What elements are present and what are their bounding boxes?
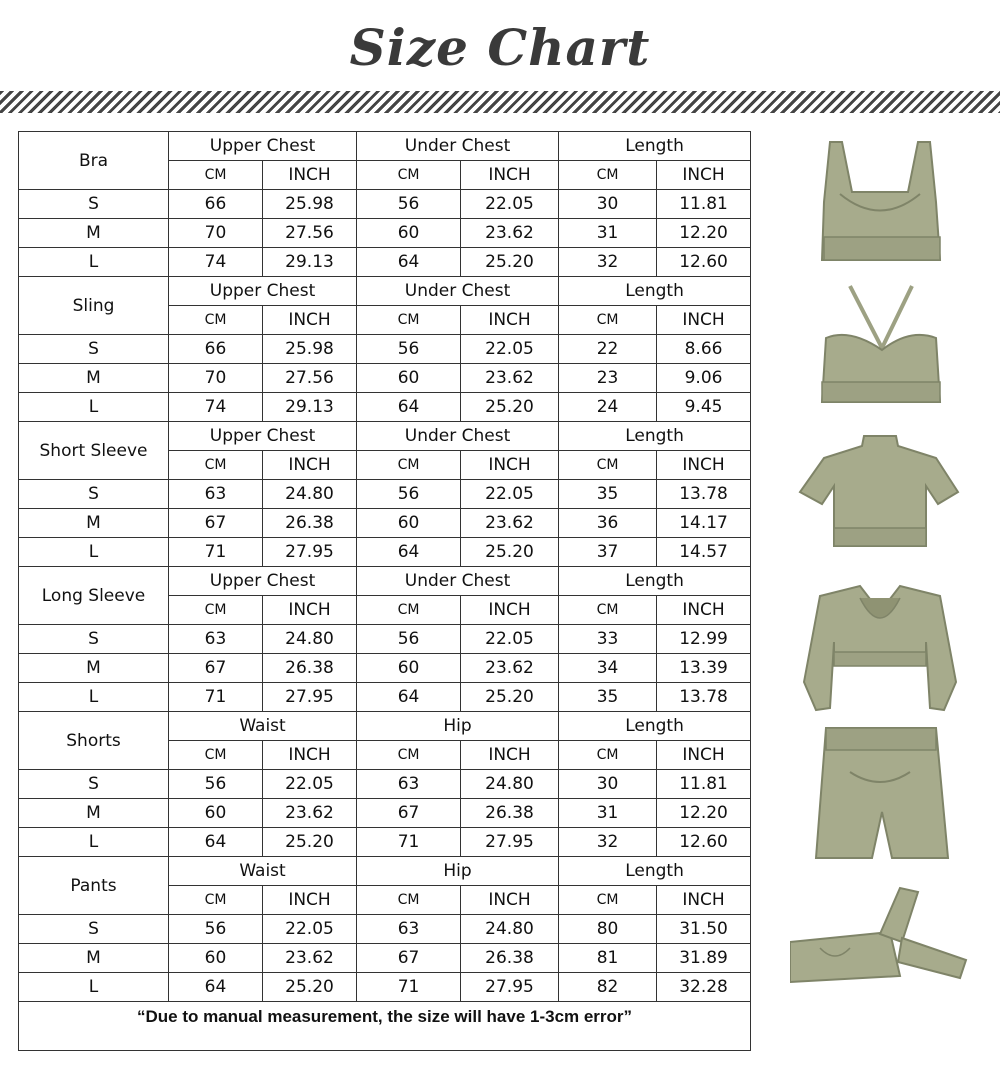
size-row [19,219,751,248]
measurement-value: 32.28 [657,973,751,1002]
unit-cm-label: CM [357,886,461,915]
measurement-value: 74 [169,248,263,277]
measurement-value: 14.57 [657,538,751,567]
measurement-value: 71 [357,828,461,857]
size-label: L [19,538,169,567]
size-label: L [19,248,169,277]
size-label: S [19,770,169,799]
unit-inch-label: INCH [461,741,559,770]
size-row [19,335,751,364]
size-label: M [19,219,169,248]
measurement-group-label: Waist [169,712,357,741]
size-row [19,683,751,712]
measurement-value: 25.20 [461,393,559,422]
measurement-value: 56 [169,915,263,944]
size-row [19,509,751,538]
measurement-group-label: Length [559,857,751,886]
unit-inch-label: INCH [461,451,559,480]
measurement-value: 25.20 [461,683,559,712]
size-row [19,770,751,799]
shorts-photo [790,722,970,867]
measurement-value: 9.06 [657,364,751,393]
unit-cm-label: CM [559,451,657,480]
size-label: S [19,915,169,944]
measurement-value: 26.38 [461,944,559,973]
measurement-value: 71 [169,538,263,567]
measurement-value: 31 [559,219,657,248]
product-header-row [19,567,751,596]
measurement-value: 26.38 [263,654,357,683]
measurement-value: 66 [169,190,263,219]
measurement-value: 60 [357,364,461,393]
measurement-value: 12.60 [657,248,751,277]
measurement-value: 22.05 [263,915,357,944]
measurement-value: 22.05 [461,190,559,219]
measurement-group-label: Length [559,132,751,161]
measurement-value: 30 [559,190,657,219]
unit-cm-label: CM [559,161,657,190]
size-row [19,364,751,393]
measurement-value: 70 [169,219,263,248]
measurement-value: 29.13 [263,393,357,422]
measurement-group-label: Hip [357,857,559,886]
unit-inch-label: INCH [263,741,357,770]
unit-cm-label: CM [169,886,263,915]
measurement-value: 67 [357,799,461,828]
measurement-value: 34 [559,654,657,683]
measurement-value: 12.60 [657,828,751,857]
measurement-value: 25.20 [461,538,559,567]
measurement-group-label: Upper Chest [169,422,357,451]
measurement-value: 82 [559,973,657,1002]
measurement-value: 27.95 [461,973,559,1002]
product-header-row [19,712,751,741]
measurement-value: 12.20 [657,219,751,248]
measurement-value: 64 [357,393,461,422]
size-row [19,480,751,509]
size-label: M [19,944,169,973]
size-row [19,625,751,654]
size-row [19,799,751,828]
measurement-value: 64 [357,683,461,712]
measurement-value: 64 [169,828,263,857]
measurement-group-label: Length [559,567,751,596]
measurement-group-label: Length [559,422,751,451]
unit-cm-label: CM [169,451,263,480]
product-header-row [19,277,751,306]
size-row [19,915,751,944]
measurement-value: 33 [559,625,657,654]
unit-inch-label: INCH [657,596,751,625]
measurement-value: 24.80 [461,915,559,944]
measurement-value: 11.81 [657,770,751,799]
measurement-value: 32 [559,248,657,277]
measurement-value: 35 [559,683,657,712]
size-row [19,190,751,219]
measurement-value: 26.38 [461,799,559,828]
unit-cm-label: CM [169,306,263,335]
measurement-value: 23.62 [461,654,559,683]
measurement-value: 63 [169,625,263,654]
size-label: L [19,393,169,422]
measurement-value: 27.95 [461,828,559,857]
measurement-value: 8.66 [657,335,751,364]
measurement-value: 9.45 [657,393,751,422]
measurement-value: 74 [169,393,263,422]
unit-inch-label: INCH [263,596,357,625]
bra-photo [790,132,970,267]
measurement-value: 13.78 [657,480,751,509]
measurement-value: 23.62 [263,799,357,828]
measurement-value: 67 [357,944,461,973]
product-name: Sling [19,277,169,335]
measurement-group-label: Under Chest [357,567,559,596]
measurement-value: 23.62 [461,219,559,248]
size-label: M [19,799,169,828]
measurement-value: 24.80 [461,770,559,799]
measurement-value: 12.20 [657,799,751,828]
measurement-value: 63 [169,480,263,509]
measurement-value: 25.98 [263,335,357,364]
long-sleeve-photo [790,572,970,717]
measurement-group-label: Waist [169,857,357,886]
size-label: L [19,973,169,1002]
measurement-value: 22.05 [461,625,559,654]
measurement-value: 13.78 [657,683,751,712]
measurement-value: 24 [559,393,657,422]
measurement-note: “Due to manual measurement, the size will have 1-3cm error” [19,1002,751,1051]
unit-cm-label: CM [357,741,461,770]
size-row [19,393,751,422]
measurement-group-label: Under Chest [357,277,559,306]
measurement-group-label: Upper Chest [169,567,357,596]
unit-inch-label: INCH [657,306,751,335]
unit-inch-label: INCH [263,161,357,190]
unit-inch-label: INCH [461,306,559,335]
unit-inch-label: INCH [461,596,559,625]
measurement-value: 71 [357,973,461,1002]
size-chart-table [18,131,751,1051]
product-name: Long Sleeve [19,567,169,625]
unit-inch-label: INCH [263,451,357,480]
measurement-value: 31.89 [657,944,751,973]
measurement-value: 23 [559,364,657,393]
unit-cm-label: CM [169,596,263,625]
measurement-value: 22.05 [461,335,559,364]
unit-inch-label: INCH [657,161,751,190]
measurement-value: 56 [357,480,461,509]
size-row [19,973,751,1002]
measurement-value: 23.62 [461,364,559,393]
size-row [19,248,751,277]
product-header-row [19,422,751,451]
unit-inch-label: INCH [657,451,751,480]
size-label: L [19,683,169,712]
measurement-value: 80 [559,915,657,944]
measurement-value: 67 [169,509,263,538]
measurement-value: 23.62 [461,509,559,538]
measurement-value: 31 [559,799,657,828]
size-label: M [19,509,169,538]
measurement-group-label: Under Chest [357,132,559,161]
measurement-value: 60 [169,944,263,973]
measurement-group-label: Under Chest [357,422,559,451]
measurement-group-label: Length [559,277,751,306]
sling-photo [790,278,970,413]
measurement-value: 25.20 [263,828,357,857]
measurement-value: 27.95 [263,538,357,567]
measurement-value: 25.20 [461,248,559,277]
size-row [19,654,751,683]
measurement-group-label: Upper Chest [169,277,357,306]
measurement-value: 25.98 [263,190,357,219]
measurement-value: 32 [559,828,657,857]
size-row [19,828,751,857]
size-label: M [19,364,169,393]
size-row [19,538,751,567]
measurement-group-label: Hip [357,712,559,741]
size-label: S [19,190,169,219]
measurement-value: 35 [559,480,657,509]
measurement-value: 63 [357,915,461,944]
unit-inch-label: INCH [461,886,559,915]
measurement-value: 71 [169,683,263,712]
size-label: S [19,625,169,654]
measurement-value: 81 [559,944,657,973]
measurement-value: 37 [559,538,657,567]
measurement-value: 63 [357,770,461,799]
unit-cm-label: CM [357,596,461,625]
measurement-value: 60 [357,654,461,683]
unit-cm-label: CM [357,306,461,335]
unit-inch-label: INCH [657,886,751,915]
measurement-group-label: Upper Chest [169,132,357,161]
measurement-value: 60 [169,799,263,828]
product-name: Bra [19,132,169,190]
measurement-value: 67 [169,654,263,683]
measurement-value: 23.62 [263,944,357,973]
measurement-group-label: Length [559,712,751,741]
measurement-value: 22 [559,335,657,364]
product-name: Pants [19,857,169,915]
pants-photo [790,882,970,992]
measurement-value: 26.38 [263,509,357,538]
unit-cm-label: CM [559,741,657,770]
measurement-value: 60 [357,219,461,248]
measurement-value: 14.17 [657,509,751,538]
measurement-value: 11.81 [657,190,751,219]
measurement-value: 25.20 [263,973,357,1002]
measurement-value: 31.50 [657,915,751,944]
measurement-value: 56 [357,190,461,219]
measurement-value: 22.05 [263,770,357,799]
measurement-value: 64 [357,248,461,277]
page-title: Size Chart [349,18,651,77]
measurement-value: 36 [559,509,657,538]
measurement-value: 66 [169,335,263,364]
striped-divider [0,91,1000,113]
unit-cm-label: CM [357,161,461,190]
measurement-value: 56 [357,335,461,364]
measurement-value: 27.56 [263,219,357,248]
size-label: L [19,828,169,857]
short-sleeve-photo [790,428,970,553]
measurement-value: 70 [169,364,263,393]
unit-cm-label: CM [169,741,263,770]
unit-cm-label: CM [357,451,461,480]
measurement-value: 29.13 [263,248,357,277]
measurement-value: 30 [559,770,657,799]
measurement-value: 56 [357,625,461,654]
unit-cm-label: CM [559,306,657,335]
unit-inch-label: INCH [263,306,357,335]
unit-inch-label: INCH [263,886,357,915]
size-row [19,944,751,973]
size-chart-body [19,132,751,1051]
product-name: Short Sleeve [19,422,169,480]
measurement-value: 12.99 [657,625,751,654]
unit-cm-label: CM [169,161,263,190]
product-header-row [19,132,751,161]
size-label: S [19,480,169,509]
measurement-value: 27.95 [263,683,357,712]
size-label: M [19,654,169,683]
note-row [19,1002,751,1051]
unit-inch-label: INCH [657,741,751,770]
measurement-value: 60 [357,509,461,538]
product-name: Shorts [19,712,169,770]
measurement-value: 64 [357,538,461,567]
unit-cm-label: CM [559,886,657,915]
unit-cm-label: CM [559,596,657,625]
measurement-value: 24.80 [263,625,357,654]
measurement-value: 13.39 [657,654,751,683]
size-label: S [19,335,169,364]
product-header-row [19,857,751,886]
unit-inch-label: INCH [461,161,559,190]
measurement-value: 22.05 [461,480,559,509]
measurement-value: 27.56 [263,364,357,393]
measurement-value: 64 [169,973,263,1002]
measurement-value: 56 [169,770,263,799]
measurement-value: 24.80 [263,480,357,509]
